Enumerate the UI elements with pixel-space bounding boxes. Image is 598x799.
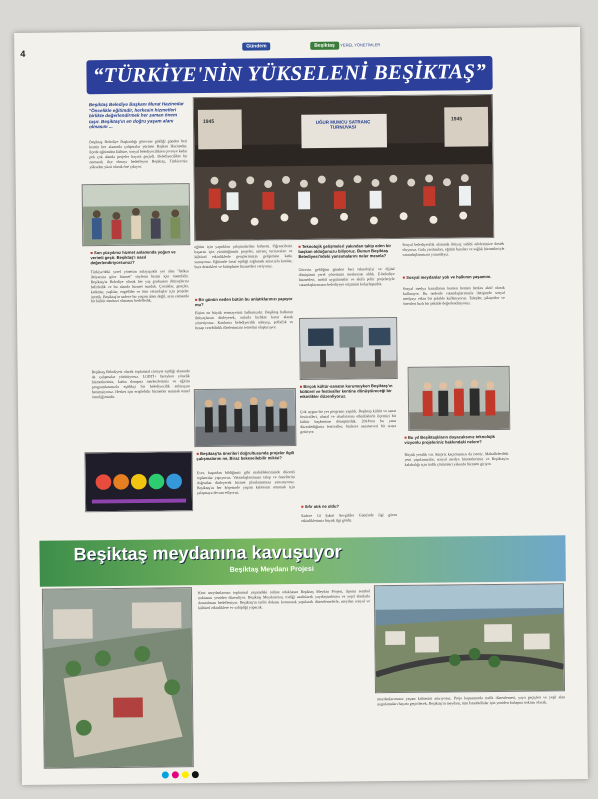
article-col1-mid: Türkiye'deki yerel yönetim anlayışında yer alan "halkın ihtiyacına göre hizmet" söylemi bizim için önemlidir. Beşiktaş'ta Belediye olarak her yaş grubunun ihtiyaçlarını belirledik ve bu alanda hizmet sunduk. Çocuklar, gençler, kadınlar, yaşlılar, engelliler ve tüm vatandaşlar için projeler ürettik. Beşiktaş'ın sadece bir yaşam alanı değil, aynı zamanda bir kültür merkezi olmasını hedefledik. <box>90 269 189 304</box>
question-2: ■ Bir günün neden bütün bu anlatıklarınızı yapıyor mu? <box>194 296 293 308</box>
photo-aerial-view <box>374 583 565 693</box>
section-tag: Gündem <box>242 42 270 50</box>
hero-year-left: 1945 <box>202 118 215 126</box>
caption-col2: ■ Beşiktaş'ta önerileri doğrultusunda projeler ilgili çalışmalarını ne, Biraz bekeseilebilir mikisi? <box>196 450 295 462</box>
article-col4-low: Büyük yenilik var. Sürpriz kaçırmamızı da isteriz. Mahallelerdeki yeni yapılanmalar, sosyal medya hizmetlerimiz ve Beşiktaş'ın kalabalığı için trafik çözümleri yakında hizmete giriyor. <box>404 451 509 467</box>
hero-banner-text: UĞUR MUMCU SATRANÇ TURNUVASI <box>315 119 371 130</box>
article-col2-mid: Bizim en büyük sermayemiz halkımızdır. Beşiktaş halkının ihtiyaçlarını dinleyerek, onlarla birlikte karar alarak yönetiyoruz. Katılımcı belediyecilik anlayışı, şeffaflık ve hesap verebilirlik ilkelerimizin temelini oluşturuyor. <box>195 310 294 330</box>
caption-right: ■ Bu yıl Beşiktaşlıların duyacaksınız teknolojik vizyonlu projeleriniz hakkındaki nelere? <box>404 433 495 445</box>
print-registration-marks <box>162 771 199 778</box>
photo-square-rendering <box>42 587 194 769</box>
brand-tag: Beşiktaş <box>310 42 339 50</box>
bottom-body-left: Kent meydanlarının toplumsal yaşamdaki rolüne odaklanan Beşiktaş Meydan Projesi, ilçenin sembol noktasını yeniden düzenliyor. Beşiktaş Meydanı'nın, trafiği azaltılarak yayalaştırılması ve yeşil alanlarla donatılması hedefleniyor. Beşiktaş'ın tarihi dokusu korunarak yapılacak düzenlemelerle, meydan sosyal ve kültürel etkinliklere ev sahipliği yapacak. <box>197 589 371 610</box>
article-col2-low: Evet, başından bildiğimiz gibi mahallelerimizde düzenli toplantılar yapıyoruz. Vatandaşlarımızın talep ve önerilerini doğrudan dinleyerek hizmet planlamamıza yansıtıyoruz. Beşiktaş'ın her köşesinde yaşam kalitesini artırmak için çalışmaya devam ediyoruz. <box>196 470 295 495</box>
article-col3-end: Sadece 14 Şubat Sevgililer Günü'nde ilgi gören etkinliklerimiz büyük ilgi gördü. <box>301 512 398 523</box>
caption-technology: ■ Teknolojik gelişmeleri yakından takip eden bir başkan olduğunuzu biliyoruz. Bunun Beşiktaş Belediyesi'ndeki yansımalarını neler mesela? <box>298 243 392 260</box>
newspaper-page <box>14 27 588 785</box>
photo-officials-group <box>408 366 511 431</box>
black-mark <box>192 771 199 778</box>
article-col4-top: Sosyal belediyecilik alanında ihtiyaç sahibi ailelerimize destek oluyoruz. Gıda yardımları, eğitim bursları ve sağlık hizmetleriyle vatandaşlarımızın yanındayız. <box>402 241 505 257</box>
question-5: ■ Sosyal meydanlar yok ve halkının yaşamını. <box>402 273 492 280</box>
photo-chess-tournament <box>193 94 494 241</box>
header-subtitle: YEREL YÖNETİMLER <box>340 42 381 48</box>
bottom-subtitle: Beşiktaş Meydanı Projesi <box>229 565 314 574</box>
photo-street-meeting <box>194 388 297 447</box>
cyan-mark <box>162 771 169 778</box>
headline-banner <box>86 56 492 94</box>
hero-year-right: 1945 <box>450 116 463 123</box>
headline-intro: Beşiktaş Belediye Başkanı Murat Hazinedar "Öncelikle eğitimdir, herkesin hizmetleri birlikte değerlendirmek her zaman önem taşır. Beşiktaş'ın en doğru yaşam alanı olmasını ... <box>88 101 184 130</box>
article-col4-mid: Sosyal medya kanallarını hemen hemen herkes aktif olarak kullanıyor. Bu nedenle vatandaşlarımızla iletişimde sosyal medyayı etkin bir şekilde kullanıyoruz. Talepler, şikayetler ve önerileri hızlı bir şekilde değerlendiriyoruz. <box>402 285 505 306</box>
question-4: ■ Sıfır atık ne oldu? <box>301 503 340 510</box>
headline-title: “TÜRKİYE'NİN YÜKSELENİ BEŞİKTAŞ” <box>92 59 487 88</box>
bottom-body-right: meydanlarımızın yaşam kalitesini artırıyoruz. Proje kapsamında trafik düzenlemesi, yaya geçişleri ve yeşil alan uygulamaları hayata geçirilecek. Beşiktaş'ın meydanı, tüm İstanbullular için yeniden buluşma noktası olacak. <box>377 695 566 707</box>
photo-children-event <box>82 183 191 246</box>
bottom-banner <box>39 535 565 587</box>
magenta-mark <box>172 771 179 778</box>
article-col1-top: Beşiktaş Belediye Başkanlığı görevine geldiği günden beri kentin her alanında çalışmalar yürüten Başkan Hazinedar, ilçede eğitimden kültüre, sosyal belediyecilikten çevreye kadar pek çok alanda projeler hayata geçirdi. Belediyecilikte bir numaralı ilçe olmayı hedefleyen Beşiktaş, Türkiye'nin yükselen yüzü olarak öne çıkıyor. <box>89 139 188 169</box>
article-col3-low: Çok uygun bir yer programı yapıldı. Beşiktaş kültür ve sanat festivalleri, ulusal ve uluslararası etkinliklerle ilçemizi bir kültür başkentine dönüştürdük. 2014'ten bu yana düzenlediğimiz festivaller, binlerce sanatseveri bir araya getiriyor. <box>300 409 397 434</box>
question-1: ■ Son yüzyılınız hizmet anlamında yoğun ve verimli geçti. Beşiktaş'ı nasıl değerlendiriyorsunuz? <box>90 249 176 266</box>
page-number: 4 <box>20 48 26 59</box>
question-3: ■ Birçok kültür-sanatın kurumuyken Beşiktaş'ın kültürel ve festivaller kentine dönüştüreceği bir etkinlikler düzenliyoruz. <box>299 383 393 400</box>
bottom-title: Beşiktaş meydanına kavuşuyor <box>73 541 342 565</box>
article-col1-low: Beşiktaş Belediyesi olarak toplumsal cinsiyet eşitliği alanında da çalışmalar yürütüyoruz. LGBTİ+ bireylere yönelik hizmetlerimiz, kadın danışma merkezlerimiz ve eğitim programlarımızla eşitlikçi bir belediyecilik anlayışını benimsiyoruz. Herkes için erişilebilir hizmetler sunmak temel önceliğimizdir. <box>91 369 190 399</box>
yellow-mark <box>182 771 189 778</box>
article-col3-top: Görevin geldiğim günden beri teknolojiyi ve dijital dönüşümü yerel yönetimin merkezine aldık. E-belediye hizmetleri, mobil uygulamalar ve akıllı şehir projeleriyle vatandaşlarımızın belediyeye erişimini kolaylaştırdık. <box>298 267 395 287</box>
article-col2-top: eğitim için yaptıkları çalışmalardan bahsetti. Öğrencilerin başarısı için yürüttüğümüz projeler, satranç turnuvaları ve kültürel etkinliklerle gençlerimizin gelişimine katkı sunuyoruz. Eğitimde fırsat eşitliği sağlamak amacıyla kurslar, burs destekleri ve kütüphane hizmetleri veriyoruz. <box>194 244 293 269</box>
photo-exhibition <box>299 317 398 380</box>
photo-lgbti-event <box>84 451 193 512</box>
